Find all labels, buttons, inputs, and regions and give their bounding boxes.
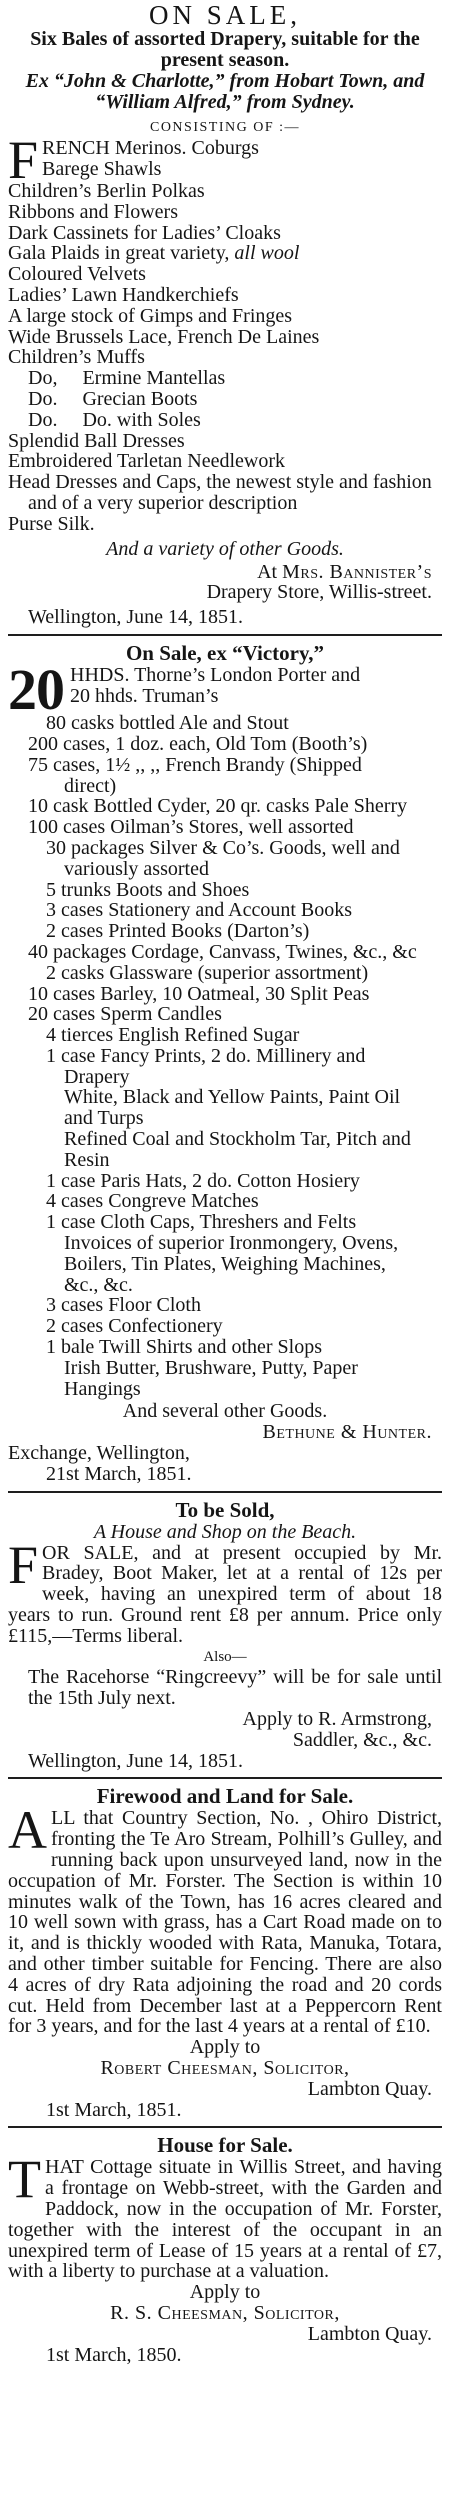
ad-body bbox=[8, 2149, 442, 2283]
list-item: Ladies’ Lawn Handkerchiefs bbox=[8, 283, 239, 306]
list-item: Drapery bbox=[64, 1065, 130, 1088]
ad-date: 21st March, 1851. bbox=[46, 1462, 192, 1485]
ad-date: Wellington, June 14, 1851. bbox=[28, 1749, 244, 1772]
list-item: Embroidered Tarletan Needlework bbox=[8, 450, 286, 473]
list-item: Invoices of superior Ironmongery, Ovens, bbox=[64, 1232, 399, 1255]
list-item: 2 cases Printed Books (Darton’s) bbox=[46, 920, 310, 943]
body-text: HAT Cottage situate in Willis Street, and having a frontage on Webb-street, with the Garden and Paddock, now in the occupation of Mr. Forster, together with the interest of the occupant in an unexpired term of Lease of 15 years at a rental of £7, with a liberty to purchase at a valuation. bbox=[8, 2156, 442, 2283]
apply-line: Apply to bbox=[189, 2281, 261, 2304]
list-item: Ribbons and Flowers bbox=[8, 200, 178, 223]
list-item: HHDS. Thorne’s London Porter and bbox=[70, 664, 361, 687]
first-item bbox=[8, 657, 442, 723]
ad-body bbox=[8, 1534, 442, 1647]
list-item: 3 cases Floor Cloth bbox=[46, 1294, 201, 1317]
list-item: 30 packages Silver & Co’s. Goods, well and bbox=[46, 836, 400, 859]
list-item: Hangings bbox=[64, 1377, 141, 1400]
list-item: Resin bbox=[64, 1148, 110, 1171]
place-line: Lambton Quay. bbox=[307, 2322, 432, 2345]
ad-to-be-sold bbox=[8, 1499, 442, 1772]
drop-cap: A bbox=[8, 1800, 47, 1861]
list-item: White, Black and Yellow Paints, Paint Oil bbox=[64, 1086, 401, 1109]
exchange-line: Exchange, Wellington, bbox=[8, 1442, 190, 1465]
list-item: 80 casks bottled Ale and Stout bbox=[46, 712, 289, 735]
list-item: Refined Coal and Stockholm Tar, Pitch and bbox=[64, 1128, 411, 1151]
ad-date: 1st March, 1851. bbox=[46, 2098, 182, 2121]
first-item bbox=[8, 130, 442, 190]
list-item: RENCH Merinos. Coburgs bbox=[42, 137, 259, 159]
list-item: Children’s Berlin Polkas bbox=[8, 180, 205, 202]
list-item: variously assorted bbox=[64, 857, 209, 880]
newspaper-column bbox=[0, 1, 450, 2504]
list-item: 1 case Paris Hats, 2 do. Cotton Hosiery bbox=[46, 1169, 360, 1192]
list-item: A large stock of Gimps and Fringes bbox=[8, 304, 293, 327]
list-item: Head Dresses and Caps, the newest style and fashion and of a very superior description bbox=[8, 471, 432, 514]
list-item: 1 bale Twill Shirts and other Slops bbox=[46, 1336, 322, 1359]
ad-body bbox=[8, 1800, 442, 2038]
list-item: 1 case Fancy Prints, 2 do. Millinery and bbox=[46, 1044, 366, 1067]
list-item: 10 cases Barley, 10 Oatmeal, 30 Split Peas bbox=[28, 982, 370, 1005]
ad-heading: Firewood and Land for Sale. bbox=[96, 1784, 354, 1809]
drop-cap: F bbox=[8, 1534, 39, 1595]
list-item: Splendid Ball Dresses bbox=[8, 429, 185, 452]
list-item: 20 hhds. Truman’s bbox=[70, 684, 219, 707]
list-item: Do. Grecian Boots bbox=[28, 387, 198, 410]
firm-name: Bethune & Hunter. bbox=[262, 1421, 432, 1444]
drop-number: 20 bbox=[8, 657, 64, 723]
list-item: 200 cases, 1 doz. each, Old Tom (Booth’s) bbox=[28, 732, 368, 755]
list-item: 40 packages Cordage, Canvass, Twines, &c., &c bbox=[28, 940, 417, 963]
list-item: Do, Ermine Mantellas bbox=[28, 367, 226, 390]
list-item: Gala Plaids in great variety, all wool bbox=[8, 242, 300, 265]
ad-firewood-land bbox=[8, 1785, 442, 2120]
ad-subheading: A House and Shop on the Beach. bbox=[93, 1520, 357, 1543]
list-item: Coloured Velvets bbox=[8, 263, 146, 286]
list-item: 20 cases Sperm Candles bbox=[28, 1003, 222, 1026]
body-text: OR SALE, and at present occupied by Mr. Bradey, Boot Maker, let at a rental of 12s per week, having an unexpired term of about 18 years to run. Ground rent £8 per annum. Price only £115,—Terms liberal. bbox=[8, 1541, 442, 1647]
apply-line: Apply to R. Armstrong, bbox=[242, 1708, 432, 1730]
ad-ex-line: Ex “John & Charlotte,” from Hobart Town, and “William Alfred,” from Sydney. bbox=[25, 70, 425, 113]
ad-date: 1st March, 1850. bbox=[46, 2343, 182, 2366]
apply-line: Apply to bbox=[189, 2036, 261, 2059]
divider bbox=[8, 1777, 442, 1779]
solicitor-name: R. S. Cheesman, Solicitor, bbox=[110, 2301, 340, 2324]
list-item: 2 casks Glassware (superior assortment) bbox=[46, 961, 369, 984]
saddler-line: Saddler, &c., &c. bbox=[292, 1728, 432, 1751]
drop-cap: F bbox=[8, 130, 39, 190]
list-item: 5 trunks Boots and Shoes bbox=[46, 878, 250, 901]
divider bbox=[8, 1491, 442, 1493]
list-item: 4 cases Congreve Matches bbox=[46, 1190, 259, 1213]
list-item: 100 cases Oilman’s Stores, well assorted bbox=[28, 816, 354, 839]
variety-line: And a variety of other Goods. bbox=[106, 537, 344, 560]
body-text: LL that Country Section, No. , Ohiro District, fronting the Te Aro Stream, Polhill’s Gulley, and running back upon unsurveyed land, now in the occupation of Mr. Forster. The Section is within 10 minutes walk of the Town, has 16 acres cleared and 10 well sown with grass, has a Cart Road made on to it, and is thickly wooded with Rata, Manuka, Totara, and other timber suitable for Fencing. There are also 4 acres of dry Rata adjoining the road and 20 cords cut. Held from December last at a Peppercorn Rent for 3 years, and for the last 4 years at a rental of £10. bbox=[8, 1807, 442, 2038]
list-item: and Turps bbox=[64, 1107, 144, 1130]
ad-on-sale-victory bbox=[8, 642, 442, 1484]
divider bbox=[8, 634, 442, 636]
several-line: And several other Goods. bbox=[122, 1400, 328, 1423]
at-line: At Mrs. Bannister’s bbox=[257, 560, 432, 583]
ad-date: Wellington, June 14, 1851. bbox=[28, 606, 244, 629]
list-item: Do. Do. with Soles bbox=[28, 408, 201, 431]
list-item: 4 tierces English Refined Sugar bbox=[46, 1024, 300, 1047]
solicitor-name: Robert Cheesman, Solicitor, bbox=[100, 2056, 350, 2079]
list-item: 10 cask Bottled Cyder, 20 qr. casks Pale Sherry bbox=[28, 795, 408, 818]
list-item: Irish Butter, Brushware, Putty, Paper bbox=[64, 1356, 358, 1379]
list-item: &c., &c. bbox=[64, 1273, 133, 1296]
place-line: Lambton Quay. bbox=[307, 2077, 432, 2100]
list-item: Wide Brussels Lace, French De Laines bbox=[8, 325, 320, 348]
list-item: Children’s Muffs bbox=[8, 346, 145, 369]
list-item: 3 cases Stationery and Account Books bbox=[46, 899, 353, 922]
drop-cap: T bbox=[8, 2149, 41, 2210]
also-line: Also— bbox=[203, 1648, 247, 1665]
list-item: Purse Silk. bbox=[8, 512, 95, 535]
list-item: direct) bbox=[64, 774, 117, 797]
ad-heading: On Sale, ex “Victory,” bbox=[125, 641, 325, 666]
ad-heading: ON SALE, bbox=[149, 0, 301, 30]
list-item: 2 cases Confectionery bbox=[46, 1315, 223, 1338]
ad-house-for-sale bbox=[8, 2134, 442, 2365]
goods-list bbox=[8, 713, 442, 1399]
ad-heading: To be Sold, bbox=[175, 1497, 275, 1522]
consisting-label: CONSISTING OF :— bbox=[149, 120, 300, 135]
ad-heading: House for Sale. bbox=[157, 2133, 293, 2158]
store-line: Drapery Store, Willis-street. bbox=[206, 581, 432, 604]
list-item: 75 cases, 1½ ,, ,, French Brandy (Shipped bbox=[28, 753, 362, 776]
list-item: Dark Cassinets for Ladies’ Cloaks bbox=[8, 221, 281, 244]
ad-on-sale-drapery bbox=[8, 1, 442, 628]
all-wool-note: all wool bbox=[234, 242, 300, 265]
racehorse-text: The Racehorse “Ringcreevy” will be for sale until the 15th July next. bbox=[28, 1666, 442, 1710]
divider bbox=[8, 2126, 442, 2128]
list-item: 1 case Cloth Caps, Threshers and Felts bbox=[46, 1211, 357, 1234]
ad-subheading: Six Bales of assorted Drapery, suitable for the present season. bbox=[30, 28, 420, 71]
list-item: Boilers, Tin Plates, Weighing Machines, bbox=[64, 1252, 386, 1275]
list-item: Barege Shawls bbox=[42, 157, 162, 180]
